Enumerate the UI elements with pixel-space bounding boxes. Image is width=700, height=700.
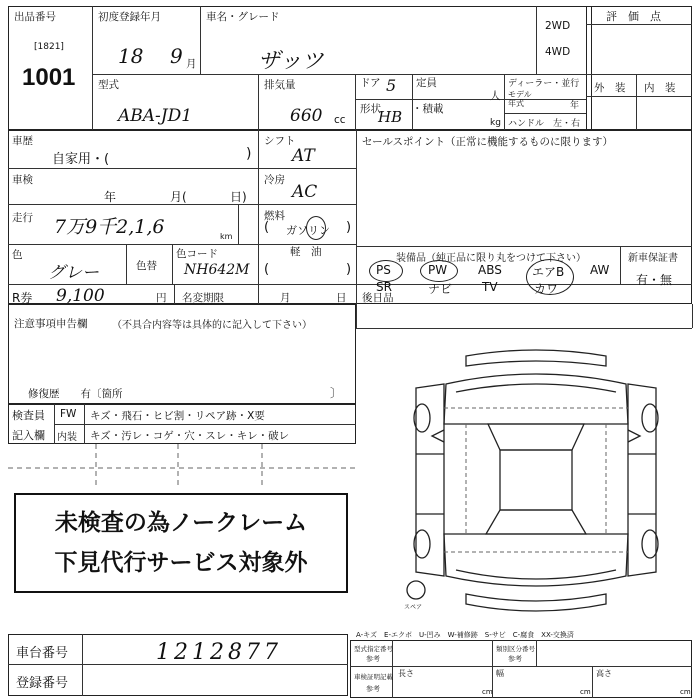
load-label: ・積載 [412,103,444,115]
mileage-value: 7万9千2,1,6 [54,216,165,238]
fuel-paren-open-1: ( [264,220,270,235]
drive-2wd: 2WD [545,20,571,32]
shift-label: シフト [264,135,296,147]
width-label: 幅 [496,669,504,678]
deadline-month: 月 [280,292,291,304]
kg-unit: kg [490,118,501,128]
fuel-paren-close-2: ) [346,262,352,277]
length-label: 長さ [398,669,414,678]
category-number-label: 類別区分番号 [496,645,535,653]
displacement-unit: cc [334,114,346,126]
shape-value: HB [378,108,403,126]
door-value: 5 [386,76,397,95]
rating-label: 評 価 点 [606,10,661,23]
equip-sr: SR [376,280,392,294]
recycle-label: R券 [12,291,33,305]
model-value: ABA-JD1 [118,106,193,126]
history-close: ) [246,146,252,162]
inspection-year: 年 [104,190,117,204]
equipment-label: 装備品（純正品に限り丸をつけて下さい） [396,253,586,264]
damage-legend: A-キズ E-エクボ U-凹み W-補修跡 S-サビ C-腐食 XX-交換済 [356,631,574,639]
model-label: 型式 [98,79,119,91]
cert-ref: 参考 [366,685,380,693]
equip-airbag: エアB [532,265,565,279]
equip-abs: ABS [478,263,502,277]
repair-history-close: 〕 [330,386,343,400]
history-label: 車歴 [12,135,33,147]
displacement-value: 660 [290,106,323,126]
interior-check-items: キズ・汚レ・コゲ・穴・スレ・キレ・破レ [90,430,290,442]
fw-label: FW [60,408,77,420]
no-claim-notice [14,493,348,593]
color-value: グレー [48,263,99,283]
fuel-gasoline: ガソリン [286,224,330,237]
repair-history-label: 修復歴 有〔箇所 [28,388,123,400]
chassis-number-value: 1212877 [156,640,282,665]
equip-aw: AW [590,263,610,277]
notes-label: 注意事項申告欄 [14,318,88,330]
door-label: ドア [360,77,381,89]
first-registration-month: 9 [170,44,183,68]
interior-label: 内 装 [644,82,676,94]
equip-pw: PW [428,263,448,277]
displacement-label: 排気量 [264,79,296,91]
first-registration-label: 初度登録年月 [98,11,161,23]
type-designation-label: 型式指定番号 [354,645,393,653]
inspector-label-2: 記入欄 [12,429,45,442]
mileage-label: 走行 [12,212,33,224]
month-unit: 月 [186,58,197,70]
length-unit: cm [482,688,493,696]
height-unit: cm [680,688,691,696]
first-registration-year: 18 [118,44,144,68]
lot-number: 1001 [22,64,76,91]
inspection-month: 月( [170,190,187,204]
notes-sub-label: （不具合内容等は具体的に記入して下さい） [112,320,312,331]
category-number-ref: 参考 [508,655,522,663]
lot-code: [1821] [34,42,64,52]
inspection-day: 日) [230,190,247,204]
deadline-day: 日 [336,292,347,304]
equip-leather: カワ [534,282,559,296]
year-unit: 年 [570,101,580,111]
recycle-unit: 円 [156,292,167,304]
color-change-label: 色替 [136,260,157,272]
equip-ps: PS [376,263,391,277]
inspector-label-1: 検査員 [12,409,45,422]
name-change-deadline-label: 名変期限 [182,292,224,304]
color-label: 色 [12,249,23,261]
history-value: 自家用・( [52,152,110,167]
capacity-label: 定員 [416,77,437,89]
drive-4wd: 4WD [545,46,571,58]
car-name: ザッツ [258,49,324,74]
fuel-diesel: 軽 油 [290,246,322,258]
aircon-value: AC [292,182,318,202]
warranty-value: 有・無 [636,273,673,287]
rear-items-label: 後日品 [362,292,394,304]
equip-navi: ナビ [428,282,453,296]
handle-label: ハンドル 左・右 [508,119,581,129]
fw-items: キズ・飛石・ヒビ割・リペア跡・X要 [90,410,265,422]
sales-point-label: セールスポイント（正常に機能するものに限ります） [362,136,614,148]
notice-line-2: 下見代行サービス対象外 [54,550,308,576]
car-damage-diagram [396,344,676,620]
warranty-label: 新車保証書 [628,253,678,264]
model-year-label: モデル 年式 [508,90,532,108]
color-code-value: NH642M [184,262,250,278]
fuel-label: 燃料 [264,210,285,222]
recycle-value: 9,100 [56,286,105,306]
cert-label: 車検証明記載 [354,673,393,681]
fuel-paren-open-2: ( [264,262,270,277]
person-unit: 人 [490,90,501,102]
aircon-label: 冷房 [264,174,285,186]
interior-check-label: 内装 [57,432,77,443]
mileage-unit: km [220,232,233,241]
notice-line-1: 未検査の為ノークレーム [54,510,308,536]
equip-tv: TV [482,280,498,294]
car-name-label: 車名・グレード [206,11,280,23]
color-code-label: 色コード [176,248,218,260]
exterior-label: 外 装 [594,82,626,94]
height-label: 高さ [596,669,612,678]
spare-tire-label: スペア [404,604,423,611]
chassis-number-label: 車台番号 [16,646,69,661]
fuel-paren-close-1: ) [346,220,352,235]
shift-value: AT [292,146,315,166]
type-designation-ref: 参考 [366,655,380,663]
registration-number-label: 登録番号 [16,676,69,691]
dealer-label: ディーラー・並行 [508,79,580,89]
shape-label: 形状 [360,103,381,115]
width-unit: cm [580,688,591,696]
inspection-label: 車検 [12,174,33,186]
lot-number-label: 出品番号 [14,11,56,23]
